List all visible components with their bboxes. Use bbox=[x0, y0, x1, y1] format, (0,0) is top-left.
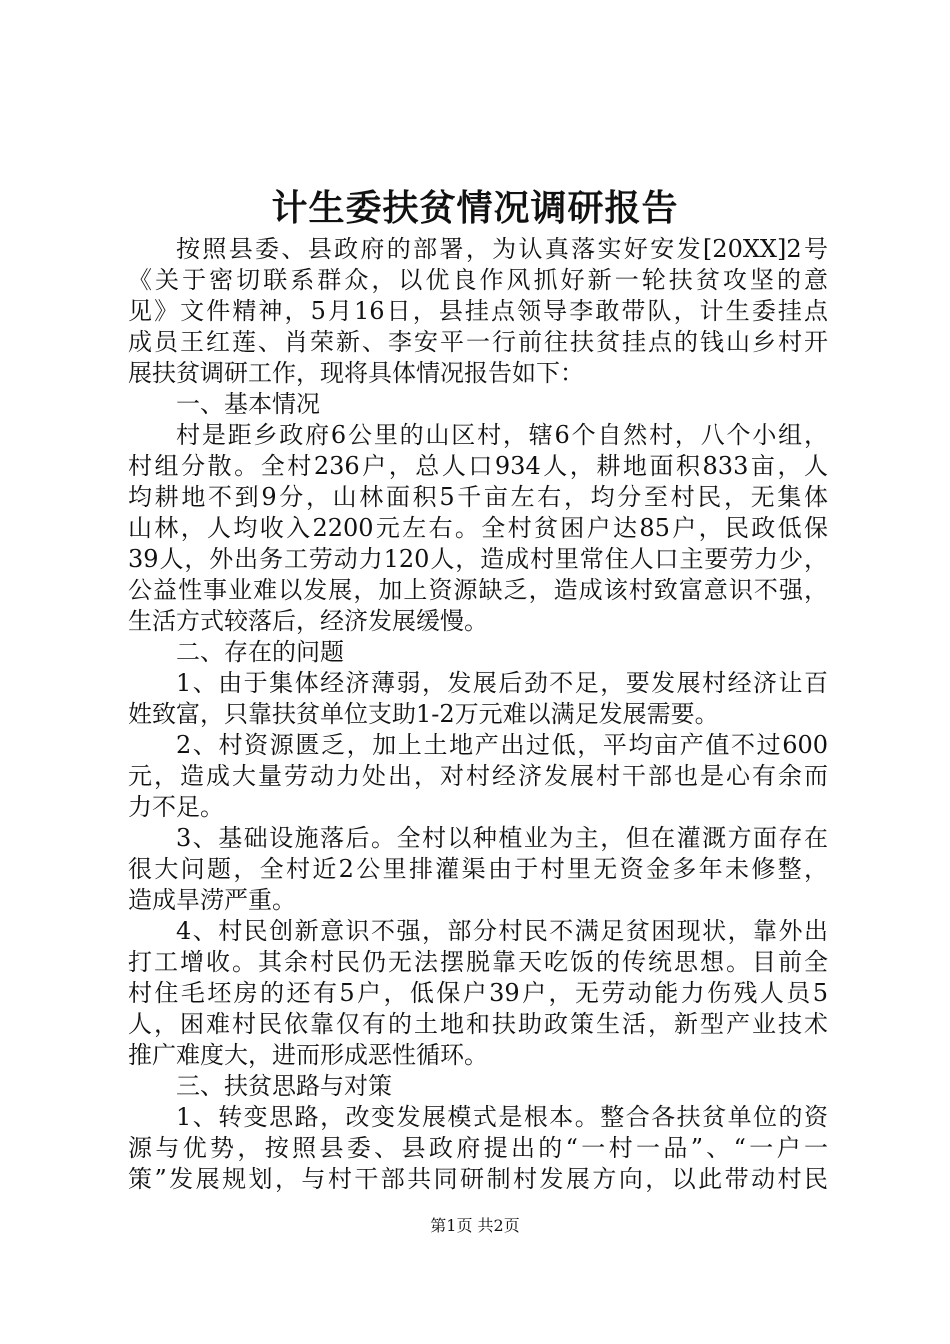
body-line: 3、基础设施落后。全村以种植业为主，但在灌溉方面存在 bbox=[176, 824, 828, 852]
body-line: 策”发展规划，与村干部共同研制村发展方向，以此带动村民 bbox=[128, 1165, 828, 1193]
body-line: 推广难度大，进而形成恶性循环。 bbox=[128, 1041, 488, 1069]
body-line: 按照县委、县政府的部署，为认真落实好安发[20XX]2号 bbox=[176, 235, 828, 263]
body-line: 源与优势，按照县委、县政府提出的“一村一品”、“一户一 bbox=[128, 1134, 828, 1162]
body-line: 生活方式较落后，经济发展缓慢。 bbox=[128, 607, 488, 635]
section-heading: 一、基本情况 bbox=[176, 390, 320, 418]
body-line: 很大问题，全村近2公里排灌渠由于村里无资金多年未修整， bbox=[128, 855, 828, 883]
body-line: 《关于密切联系群众，以优良作风抓好新一轮扶贫攻坚的意 bbox=[128, 266, 828, 294]
body-line: 山林，人均收入2200元左右。全村贫困户达85户，民政低保 bbox=[128, 514, 828, 542]
body-line: 力不足。 bbox=[128, 793, 224, 821]
body-line: 成员王红莲、肖荣新、李安平一行前往扶贫挂点的钱山乡村开 bbox=[128, 328, 828, 356]
body-line: 公益性事业难以发展，加上资源缺乏，造成该村致富意识不强， bbox=[128, 576, 828, 604]
body-line: 姓致富，只靠扶贫单位支助1-2万元难以满足发展需要。 bbox=[128, 700, 719, 728]
body-line: 1、转变思路，改变发展模式是根本。整合各扶贫单位的资 bbox=[176, 1103, 828, 1131]
body-line: 39人，外出务工劳动力120人，造成村里常住人口主要劳力少， bbox=[128, 545, 828, 573]
page-footer: 第1页 共2页 bbox=[430, 1216, 520, 1235]
body-line: 4、村民创新意识不强，部分村民不满足贫困现状，靠外出 bbox=[176, 917, 828, 945]
document-title: 计生委扶贫情况调研报告 bbox=[271, 187, 679, 229]
body-line: 均耕地不到9分，山林面积5千亩左右，均分至村民，无集体 bbox=[128, 483, 828, 511]
body-line: 村组分散。全村236户，总人口934人，耕地面积833亩，人 bbox=[128, 452, 828, 480]
body-line: 村是距乡政府6公里的山区村，辖6个自然村，八个小组， bbox=[176, 421, 828, 449]
body-line: 造成旱涝严重。 bbox=[128, 886, 296, 914]
body-line: 元，造成大量劳动力处出，对村经济发展村干部也是心有余而 bbox=[128, 762, 828, 790]
body-line: 人，困难村民依靠仅有的土地和扶助政策生活，新型产业技术 bbox=[128, 1010, 828, 1038]
body-line: 打工增收。其余村民仍无法摆脱靠天吃饭的传统思想。目前全 bbox=[128, 948, 828, 976]
body-line: 1、由于集体经济薄弱，发展后劲不足，要发展村经济让百 bbox=[176, 669, 828, 697]
body-line: 2、村资源匮乏，加上土地产出过低，平均亩产值不过600 bbox=[176, 731, 828, 759]
body-line: 村住毛坯房的还有5户，低保户39户，无劳动能力伤残人员5 bbox=[128, 979, 828, 1007]
body-line: 展扶贫调研工作，现将具体情况报告如下： bbox=[128, 359, 584, 387]
body-line: 见》文件精神，5月16日，县挂点领导李敢带队，计生委挂点 bbox=[128, 297, 828, 325]
document-body bbox=[128, 234, 828, 1195]
section-heading: 三、扶贫思路与对策 bbox=[176, 1072, 392, 1100]
section-heading: 二、存在的问题 bbox=[176, 638, 344, 666]
